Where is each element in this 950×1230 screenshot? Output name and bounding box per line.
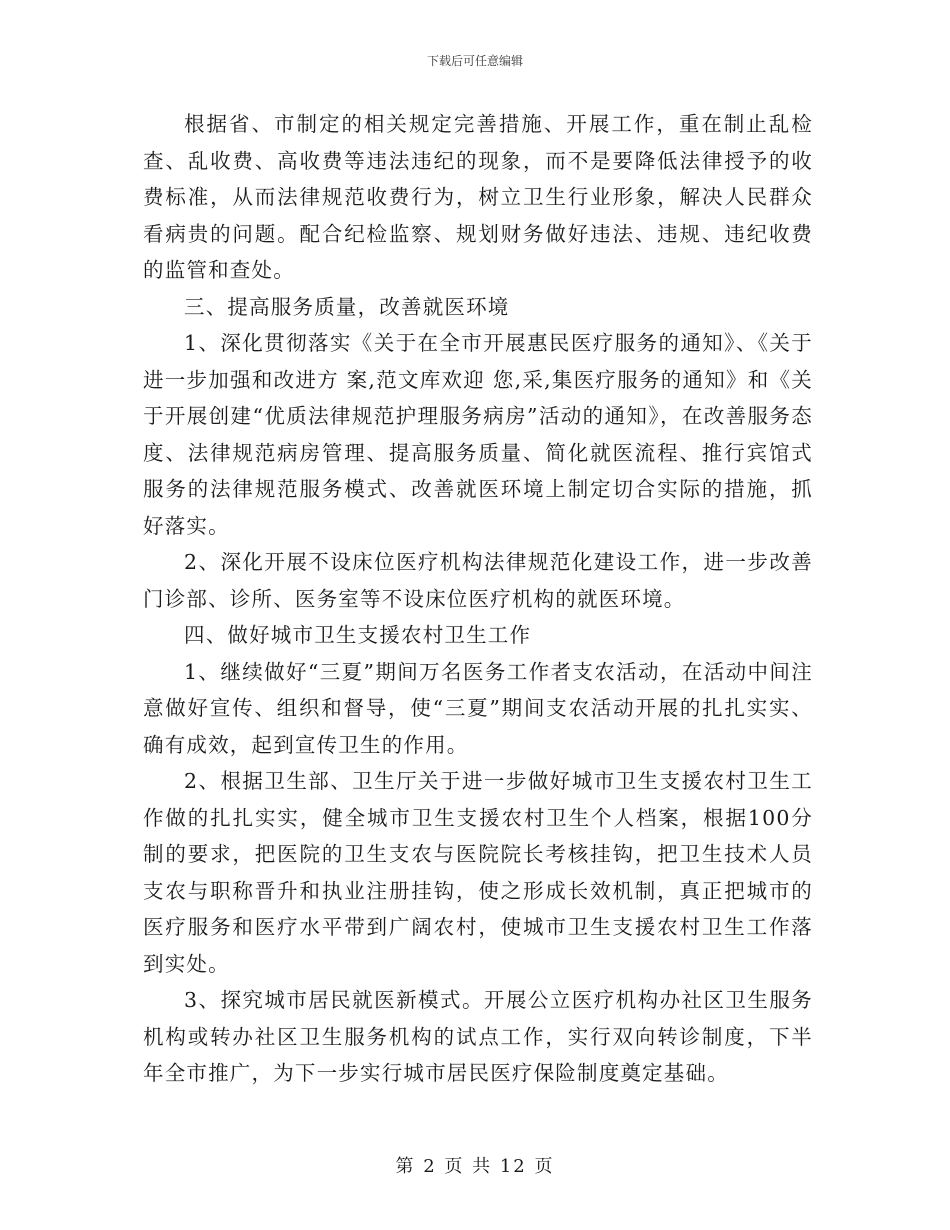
page-footer: 第 2 页 共 12 页 [395,1156,555,1177]
paragraph: 1、继续做好“三夏”期间万名医务工作者支农活动，在活动中间注意做好宣传、组织和督导，使“三夏”期间支农活动开展的扎扎实实、确有成效，起到宣传卫生的作用。 [143,659,813,757]
paragraph: 2、深化开展不设床位医疗机构法律规范化建设工作，进一步改善门诊部、诊所、医务室等不设床位医疗机构的就医环境。 [143,550,813,611]
page-header: 下载后可任意编辑 [426,54,523,68]
document-body [143,106,813,1092]
paragraph: 2、根据卫生部、卫生厅关于进一步做好城市卫生支援农村卫生工作做的扎扎实实，健全城市卫生支援农村卫生个人档案，根据100分制的要求，把医院的卫生支农与医院院长考核挂钩，把卫生技术人员支农与职称晋升和执业注册挂钩，使之形成长效机制，真正把城市的医疗服务和医疗水平带到广阔农村，使城市卫生支援农村卫生工作落到实处。 [143,769,813,976]
paragraph: 3、探究城市居民就医新模式。开展公立医疗机构办社区卫生服务机构或转办社区卫生服务机构的试点工作，实行双向转诊制度，下半年全市推广，为下一步实行城市居民医疗保险制度奠定基础。 [143,988,813,1085]
paragraph: 1、深化贯彻落实《关于在全市开展惠民医疗服务的通知》、《关于进一步加强和改进方 案,范文库欢迎 您,采,集医疗服务的通知》和《关于开展创建“优质法律规范护理服务病房”活动的通知》，在改善服务态度、法律规范病房管理、提高服务质量、简化就医流程、推行宾馆式服务的法律规范服务模式、改善就医环境上制定切合实际的措施，抓好落实。 [143,331,813,538]
section-heading: 四、做好城市卫生支援农村卫生工作 [184,623,532,647]
section-heading: 三、提高服务质量，改善就医环境 [184,294,510,319]
paragraph: 根据省、市制定的相关规定完善措施、开展工作，重在制止乱检查、乱收费、高收费等违法违纪的现象，而不是要降低法律授予的收费标准，从而法律规范收费行为，树立卫生行业形象，解决人民群众看病贵的问题。配合纪检监察、规划财务做好违法、违规、违纪收费的监管和查处。 [143,112,813,282]
